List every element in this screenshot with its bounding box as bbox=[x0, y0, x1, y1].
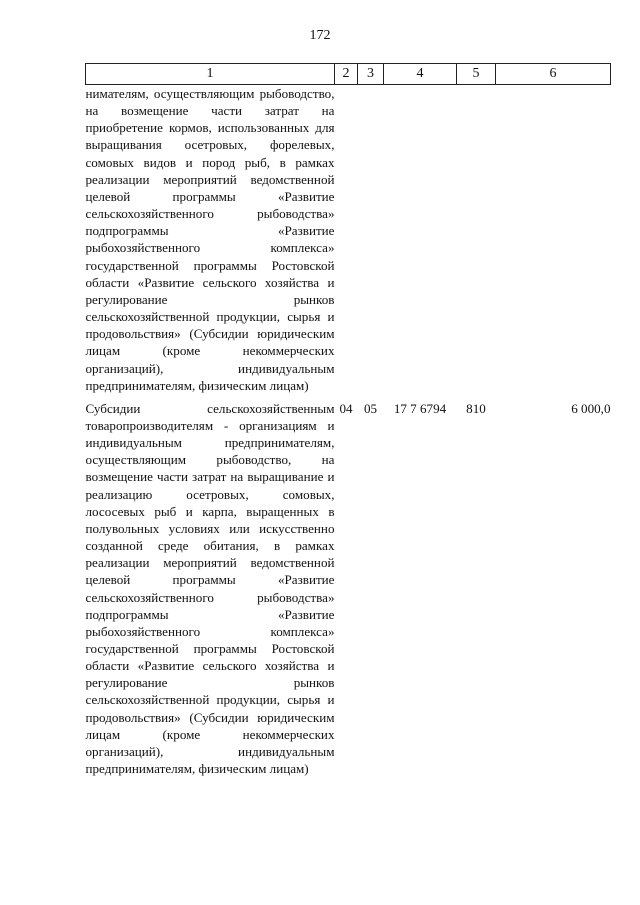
section-code bbox=[335, 85, 358, 394]
subsection-code bbox=[358, 85, 384, 394]
target-item-code bbox=[384, 85, 457, 394]
expense-type-code bbox=[457, 85, 496, 394]
amount: 6 000,0 bbox=[571, 400, 611, 416]
section-code: 04 bbox=[339, 400, 353, 416]
expense-name: нимателям, осуществляющим рыбоводство, на возмещение части затрат на приобретение кормов, использованных для выращивания осетровых, форелевых, сомовых видов и пород рыб, в рамках реализации мероприятий ведомственной целевой программы «Развитие сельскохозяйственного рыбоводства» подпрограммы «Развитие рыбохозяйственного комплекса» государственной программы Ростовской области «Развитие сельского хозяйства и регулирование рынков сельскохозяйственной продукции, сырья и продовольствия» (Субсидии юридическим лицам (кроме некоммерческих организаций), индивидуальным предпринимателям, физическим лицам) bbox=[85, 86, 335, 393]
table-row bbox=[86, 85, 611, 394]
column-header-3: 3 bbox=[358, 64, 384, 85]
target-item-code: 17 7 6794 bbox=[393, 400, 447, 416]
budget-table bbox=[85, 63, 611, 777]
column-header-4: 4 bbox=[384, 64, 457, 85]
expense-type-code: 810 bbox=[466, 400, 486, 416]
column-header-1: 1 bbox=[86, 64, 335, 85]
header-row bbox=[86, 64, 611, 85]
amount bbox=[496, 85, 611, 394]
column-header-2: 2 bbox=[335, 64, 358, 85]
column-header-6: 6 bbox=[496, 64, 611, 85]
table-row bbox=[86, 394, 611, 777]
expense-name: Субсидии сельскохозяйственным товаропроизводителям - организациям и индивидуальным предпринимателям, осуществляющим рыбоводство, на возмещение части затрат на выращивание и реализацию осетровых, сомовых, лососевых рыб и карпа, выращенных в полувольных условиях или искусственно созданной среде обитания, в рамках реализации мероприятий ведомственной целевой программы «Развитие сельскохозяйственного рыбоводства» подпрограммы «Развитие рыбохозяйственного комплекса» государственной программы Ростовской области «Развитие сельского хозяйства и регулирование рынков сельскохозяйственной продукции, сырья и продовольствия» (Субсидии юридическим лицам (кроме некоммерческих организаций), индивидуальным предпринимателям, физическим лицам) bbox=[85, 400, 335, 777]
page-number: 172 bbox=[309, 28, 331, 43]
subsection-code: 05 bbox=[363, 400, 378, 416]
column-header-5: 5 bbox=[457, 64, 496, 85]
